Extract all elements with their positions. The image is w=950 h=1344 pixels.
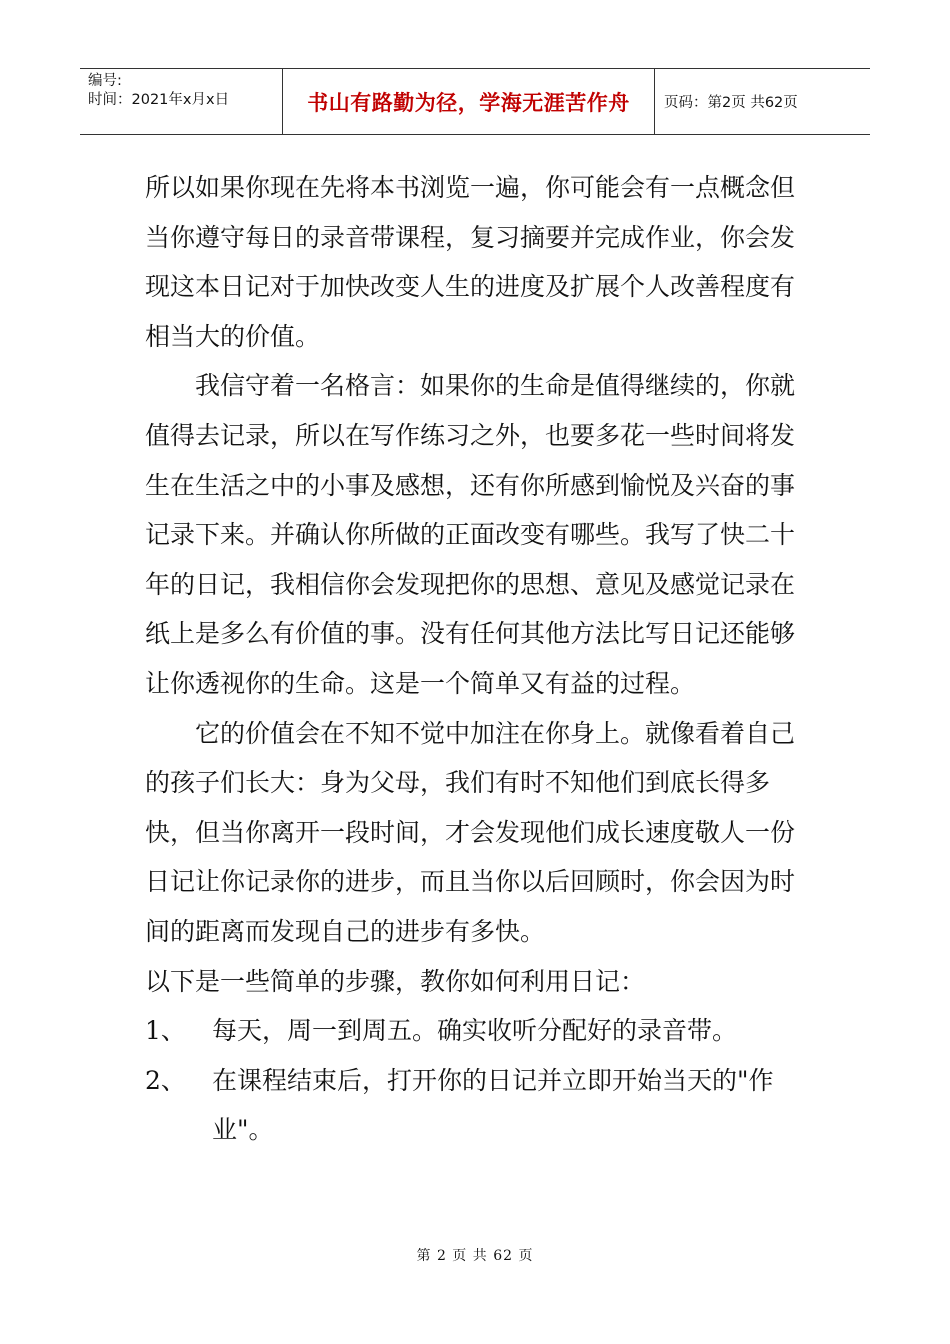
- header-meta: [80, 69, 283, 134]
- list-item: [145, 1006, 810, 1056]
- header-page-info: 页码：第2页 共62页: [664, 95, 798, 111]
- list-item-text: 在课程结束后，打开你的日记并立即开始当天的"作业"。: [212, 1065, 774, 1145]
- document-body: [145, 163, 810, 1155]
- paragraph-3: 它的价值会在不知不觉中加注在你身上。就像看着自己的孩子们长大：身为父母，我们有时不知他们到底长得多快，但当你离开一段时间，才会发现他们成长速度敬人一份日记让你记录你的进步，而且当你以后回顾时，你会因为时间的距离而发现自己的进步有多快。: [145, 718, 796, 946]
- list-item-number: 1、: [145, 1016, 186, 1046]
- document-number-label: 编号:: [88, 73, 122, 89]
- list-item-number: 2、: [145, 1065, 186, 1095]
- header-motto: 书山有路勤为径，学海无涯苦作舟: [283, 69, 655, 134]
- page-footer: 第 2 页 共 62 页: [416, 1248, 534, 1264]
- document-header: [80, 68, 870, 135]
- list-item: [145, 1056, 810, 1155]
- paragraph-2: 我信守着一名格言：如果你的生命是值得继续的，你就值得去记录，所以在写作练习之外，也要多花一些时间将发生在生活之中的小事及感想，还有你所感到愉悦及兴奋的事记录下来。并确认你所做的正面改变有哪些。我写了快二十年的日记，我相信你会发现把你的思想、意见及感觉记录在纸上是多么有价值的事。没有任何其他方法比写日记还能够让你透视你的生命。这是一个简单又有益的过程。: [145, 371, 796, 698]
- document-time-label: 时间：2021年x月x日: [88, 92, 230, 108]
- paragraph-1: 所以如果你现在先将本书浏览一遍，你可能会有一点概念但当你遵守每日的录音带课程，复习摘要并完成作业，你会发现这本日记对于加快改变人生的进度及扩展个人改善程度有相当大的价值。: [145, 173, 796, 351]
- paragraph-4: 以下是一些简单的步骤，教你如何利用日记：: [145, 966, 646, 996]
- list-item-text: 每天，周一到周五。确实收听分配好的录音带。: [212, 1016, 738, 1046]
